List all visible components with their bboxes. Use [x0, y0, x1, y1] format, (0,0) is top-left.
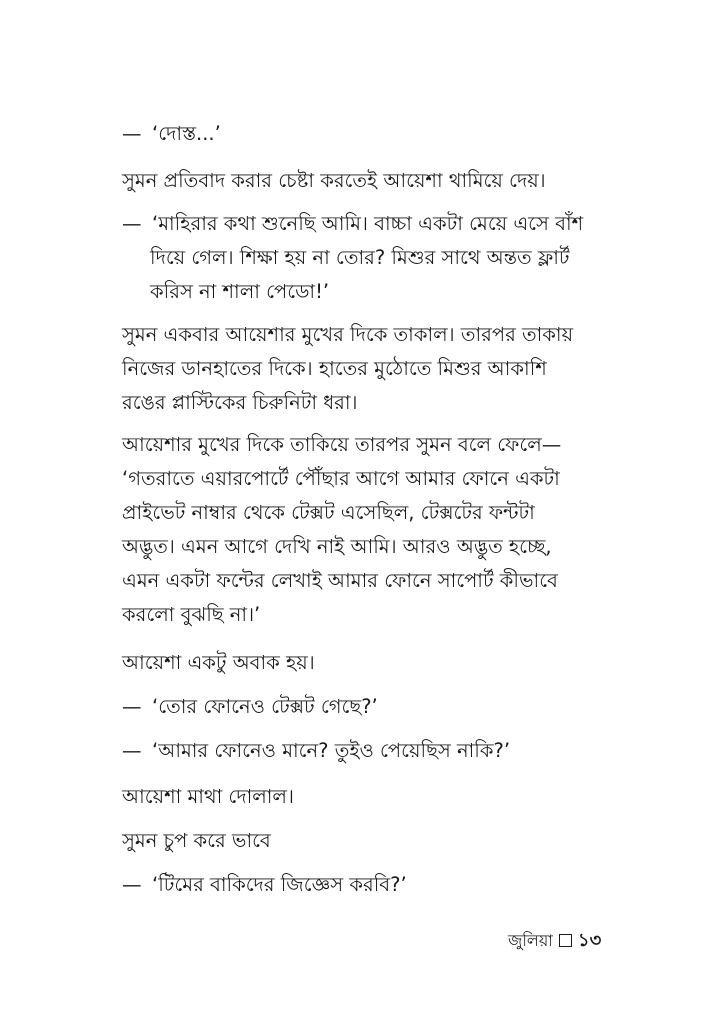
page-number: ১৩	[577, 930, 602, 951]
text-line: ‘গতরাতে এয়ারপোর্টে পৌঁছার আগে আমার ফোনে একটা	[122, 467, 560, 490]
text-line: আয়েশা মাথা দোলাল।	[122, 785, 294, 808]
dialogue-dash: —	[122, 739, 142, 762]
text-line: প্রাইভেট নাম্বার থেকে টেক্সট এসেছিল, টেক্সটের ফন্টটা	[122, 501, 535, 524]
dialogue-dash: —	[122, 695, 142, 718]
dialogue-continuation-line: দিয়ে গেল। শিক্ষা হয় না তোর? মিশুর সাথে অন্তত ফ্লার্ট	[150, 246, 570, 269]
text-line: আয়েশা একটু অবাক হয়।	[122, 651, 315, 674]
book-title: জুলিয়া	[508, 931, 553, 950]
dialogue-dash: —	[122, 212, 142, 235]
dialogue-dash: —	[122, 873, 142, 896]
text-line: আয়েশার মুখের দিকে তাকিয়ে তারপর সুমন বলে ফেলে—	[122, 433, 562, 456]
dialogue-line: ‘আমার ফোনেও মানে? তুইও পেয়েছিস নাকি?’	[152, 739, 511, 762]
dialogue-continuation-line: করিস না শালা পেডো!’	[150, 280, 330, 303]
dialogue-line: ‘টিমের বাকিদের জিজ্ঞেস করবি?’	[152, 873, 407, 896]
dialogue-line: ‘মাহিরার কথা শুনেছি আমি। বাচ্চা একটা মেয়ে এসে বাঁশ	[152, 212, 584, 235]
text-line: করলো বুঝছি না।’	[122, 603, 261, 626]
text-line: সুমন প্রতিবাদ করার চেষ্টা করতেই আয়েশা থামিয়ে দেয়।	[122, 169, 546, 192]
text-line: অদ্ভুত। এমন আগে দেখি নাই আমি। আরও অদ্ভুত হচ্ছে,	[122, 535, 552, 558]
dialogue-dash: —	[122, 122, 142, 145]
text-line: সুমন একবার আয়েশার মুখের দিকে তাকাল। তারপর তাকায়	[122, 323, 574, 346]
dialogue-line: ‘তোর ফোনেও টেক্সট গেছে?’	[152, 695, 378, 718]
text-line: নিজের ডানহাতের দিকে। হাতের মুঠোতে মিশুর আকাশি	[122, 357, 547, 380]
dialogue-line: ‘দোস্ত...’	[152, 122, 221, 145]
text-line: রঙের প্লাস্টিকের চিরুনিটা ধরা।	[122, 391, 358, 414]
square-separator-icon	[559, 934, 572, 947]
text-line: এমন একটা ফন্টের লেখাই আমার ফোনে সাপোর্ট কীভাবে	[122, 569, 558, 592]
text-line: সুমন চুপ করে ভাবে	[122, 829, 271, 852]
page-footer	[508, 930, 601, 952]
